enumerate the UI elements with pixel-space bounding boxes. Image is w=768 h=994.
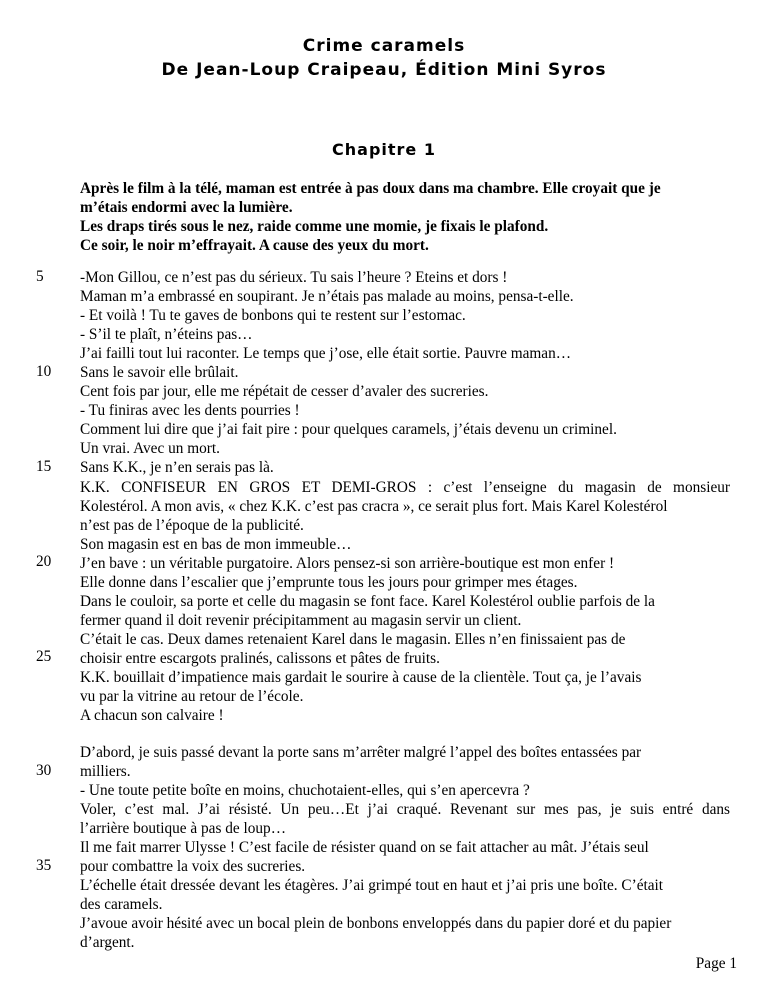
text-line: J’avoue avoir hésité avec un bocal plein de bonbons enveloppés dans du papier doré et du papier xyxy=(80,915,672,933)
text-line: D’abord, je suis passé devant la porte sans m’arrêter malgré l’appel des boîtes entassées par xyxy=(80,744,642,761)
text-line: - Une toute petite boîte en moins, chuchotaient-elles, qui s’en apercevra ? xyxy=(80,782,530,800)
text-line: Voler, c’est mal. J’ai résisté. Un peu…Et j’ai craqué. Revenant sur mes pas, je suis entré dans xyxy=(80,801,730,819)
text-line: Sans K.K., je n’en serais pas là. xyxy=(80,459,274,477)
text-line: - Tu finiras avec les dents pourries ! xyxy=(80,402,300,420)
text-line: Les draps tirés sous le nez, raide comme une momie, je fixais le plafond. xyxy=(80,218,549,236)
text-line: J’ai failli tout lui raconter. Le temps que j’ose, elle était sortie. Pauvre maman… xyxy=(80,345,572,363)
document-title: Crime caramels xyxy=(302,36,466,56)
line-number: 15 xyxy=(36,458,52,475)
text-line: J’en bave : un véritable purgatoire. Alors pensez-si son arrière-boutique est mon enfer ! xyxy=(80,554,615,572)
text-line: Dans le couloir, sa porte et celle du magasin se font face. Karel Kolestérol oublie parfois de la xyxy=(80,592,655,610)
text-line: K.K. bouillait d’impatience mais gardait le sourire à cause de la clientèle. Tout ça, je l’avais xyxy=(80,668,642,686)
text-line: Comment lui dire que j’ai fait pire : pour quelques caramels, j’étais devenu un criminel. xyxy=(80,421,617,439)
line-number: 35 xyxy=(36,857,52,874)
text-line: Un vrai. Avec un mort. xyxy=(80,440,220,458)
text-line: milliers. xyxy=(80,763,131,781)
line-number: 5 xyxy=(36,268,44,285)
line-number: 10 xyxy=(36,363,52,380)
text-line: vu par la vitrine au retour de l’école. xyxy=(80,688,304,706)
text-line: Sans le savoir elle brûlait. xyxy=(80,364,239,382)
text-line: l’arrière boutique à pas de loup… xyxy=(80,820,287,838)
text-line: fermer quand il doit revenir précipitamment au magasin servir un client. xyxy=(80,611,522,629)
text-line: K.K. CONFISEUR EN GROS ET DEMI-GROS : c’est l’enseigne du magasin de monsieur xyxy=(80,478,730,496)
text-line: Kolestérol. A mon avis, « chez K.K. c’est pas cracra », ce serait plus fort. Mais Karel Kolestérol xyxy=(80,497,668,515)
line-number: 20 xyxy=(36,553,52,570)
text-line: Après le film à la télé, maman est entrée à pas doux dans ma chambre. Elle croyait que je xyxy=(80,180,661,197)
chapter-heading: Chapitre 1 xyxy=(332,140,436,159)
document-subtitle: De Jean-Loup Craipeau, Édition Mini Syros xyxy=(161,60,607,80)
intro-paragraph xyxy=(80,179,730,255)
page-number: Page 1 xyxy=(695,955,737,972)
text-line: Cent fois par jour, elle me répétait de cesser d’avaler des sucreries. xyxy=(80,383,489,401)
text-line: des caramels. xyxy=(80,896,163,914)
text-line: A chacun son calvaire ! xyxy=(80,707,224,725)
body-paragraph-2 xyxy=(80,743,730,953)
text-line: Il me fait marrer Ulysse ! C’est facile de résister quand on se fait attacher au mât. J’étais seul xyxy=(80,839,649,857)
text-line: pour combattre la voix des sucreries. xyxy=(80,858,306,876)
text-line: Maman m’a embrassé en soupirant. Je n’étais pas malade au moins, pensa-t-elle. xyxy=(80,288,574,306)
text-line: m’étais endormi avec la lumière. xyxy=(80,199,293,217)
text-line: C’était le cas. Deux dames retenaient Karel dans le magasin. Elles n’en finissaient pas de xyxy=(80,630,626,648)
text-line: Son magasin est en bas de mon immeuble… xyxy=(80,535,352,553)
text-line: choisir entre escargots pralinés, calissons et pâtes de fruits. xyxy=(80,649,440,667)
text-line: -Mon Gillou, ce n’est pas du sérieux. Tu sais l’heure ? Eteins et dors ! xyxy=(80,269,508,286)
text-line: d’argent. xyxy=(80,934,135,952)
text-line: - Et voilà ! Tu te gaves de bonbons qui te restent sur l’estomac. xyxy=(80,307,466,325)
text-line: L’échelle était dressée devant les étagères. J’ai grimpé tout en haut et j’ai pris une boîte. C’était xyxy=(80,877,664,895)
text-line: - S’il te plaît, n’éteins pas… xyxy=(80,326,253,344)
text-line: n’est pas de l’époque de la publicité. xyxy=(80,516,304,534)
body-paragraph-1 xyxy=(80,268,730,725)
text-line: Elle donne dans l’escalier que j’emprunte tous les jours pour grimper mes étages. xyxy=(80,573,578,591)
line-number: 30 xyxy=(36,762,52,779)
text-line: Ce soir, le noir m’effrayait. A cause des yeux du mort. xyxy=(80,237,429,255)
line-number: 25 xyxy=(36,648,52,665)
